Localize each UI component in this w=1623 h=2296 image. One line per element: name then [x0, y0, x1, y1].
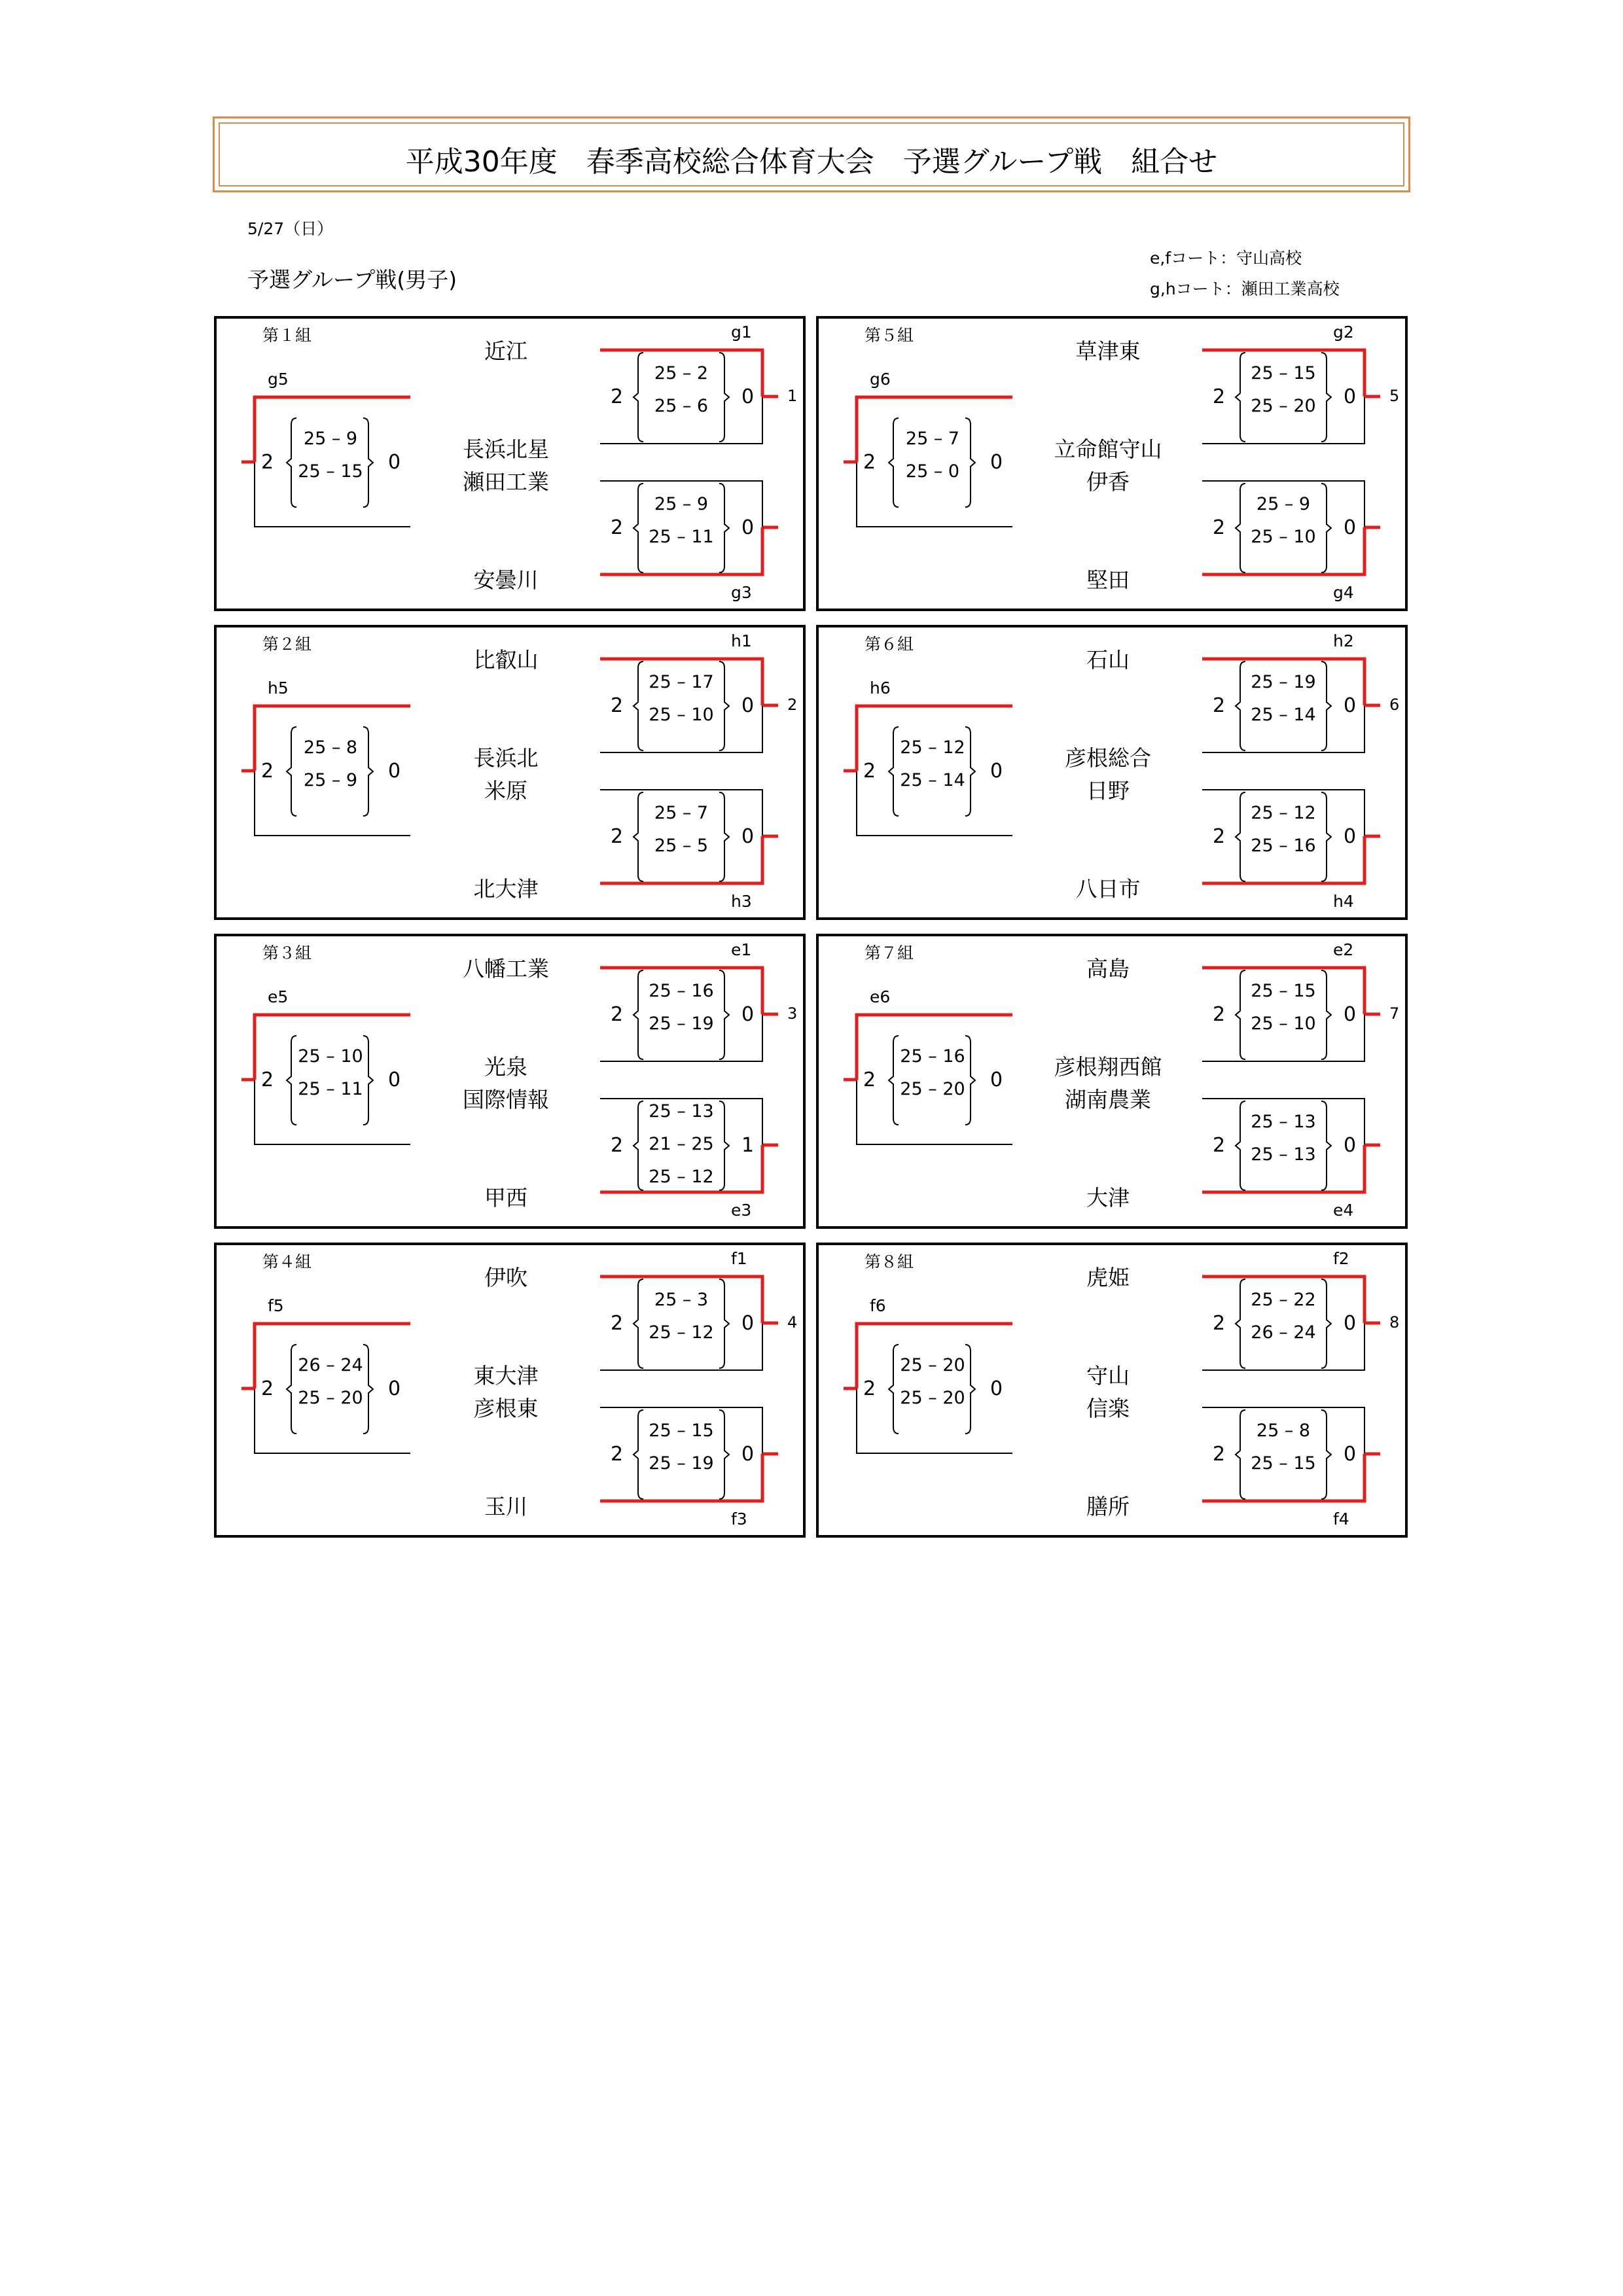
group-5-top-w: 2	[1213, 385, 1226, 408]
group-2-top-court: h1	[731, 631, 752, 650]
group-1-team-1: 近江	[484, 338, 527, 364]
group-8-bottom-set-2: 25 – 15	[1251, 1453, 1316, 1474]
group-4-top-set-2: 25 – 12	[649, 1322, 714, 1343]
group-2-top-set-1: 25 – 17	[649, 672, 714, 692]
group-1-team-4: 安曇川	[473, 567, 539, 593]
group-5-top-court: g2	[1333, 323, 1354, 342]
group-6-name: 第６組	[865, 635, 914, 654]
group-8-top-court: f2	[1333, 1249, 1349, 1268]
group-4-final-set-2: 25 – 20	[298, 1388, 363, 1408]
group-1-final-set-2: 25 – 15	[298, 461, 363, 482]
group-5-name: 第５組	[865, 326, 914, 345]
court-info-gh: g,hコート：瀬田工業高校	[1150, 279, 1340, 298]
group-1-team-2: 長浜北星	[463, 436, 549, 462]
group-4-top-court: f1	[731, 1249, 747, 1268]
group-5-top-rank: 5	[1389, 387, 1400, 405]
group-2-bottom-w: 2	[611, 825, 624, 848]
group-2-bottom-set-1: 25 – 7	[654, 803, 709, 823]
group-3-top-rank: 3	[787, 1004, 798, 1023]
group-6-final-l: 0	[990, 760, 1003, 783]
group-3-team-3: 国際情報	[463, 1087, 549, 1112]
group-7-team-3: 湖南農業	[1065, 1087, 1151, 1112]
group-1-top-court: g1	[731, 323, 752, 342]
group-4-final-l: 0	[388, 1377, 401, 1400]
group-6-top-rank: 6	[1389, 696, 1400, 714]
group-7-final-set-2: 25 – 20	[900, 1079, 965, 1099]
group-8-top-brace-left	[1236, 1279, 1245, 1368]
section-title: 予選グループ戦(男子)	[247, 267, 457, 292]
group-6-team-2: 彦根総合	[1065, 745, 1151, 771]
group-2-team-4: 北大津	[473, 876, 539, 902]
group-3-final-court: e5	[268, 987, 289, 1006]
group-4-name: 第４組	[262, 1252, 312, 1271]
group-2-team-2: 長浜北	[473, 745, 539, 771]
group-8-final-court: f6	[870, 1296, 886, 1315]
group-4-final-court: f5	[268, 1296, 284, 1315]
group-5-final-l: 0	[990, 451, 1003, 474]
group-3-top-w: 2	[611, 1003, 624, 1026]
group-5-team-4: 堅田	[1086, 567, 1130, 593]
group-6-final-set-2: 25 – 14	[900, 770, 965, 790]
group-5-bottom-l: 0	[1344, 516, 1357, 539]
group-7-top-w: 2	[1213, 1003, 1226, 1026]
group-5-top-l: 0	[1344, 385, 1357, 408]
group-6-team-4: 八日市	[1075, 876, 1141, 902]
group-7-name: 第７組	[865, 944, 914, 963]
group-4-team-1: 伊吹	[484, 1265, 527, 1290]
group-7-final-l: 0	[990, 1069, 1003, 1091]
group-3-top-court: e1	[731, 940, 752, 959]
group-3-top-l: 0	[741, 1003, 755, 1026]
group-3-final-set-1: 25 – 10	[298, 1046, 363, 1067]
group-1-top-set-2: 25 – 6	[654, 396, 709, 416]
group-3-final-set-2: 25 – 11	[298, 1079, 363, 1099]
group-7-team-2: 彦根翔西館	[1054, 1054, 1162, 1080]
group-6-bottom-court: h4	[1333, 892, 1354, 911]
group-5-team-2: 立命館守山	[1054, 436, 1162, 462]
group-5-final-court: g6	[870, 370, 891, 389]
group-7-top-court: e2	[1333, 940, 1354, 959]
group-7-final-w: 2	[863, 1069, 876, 1091]
group-1-final-l: 0	[388, 451, 401, 474]
group-2-bottom-set-2: 25 – 5	[654, 836, 709, 856]
group-7-top-set-2: 25 – 10	[1251, 1014, 1316, 1034]
group-6-bottom-set-2: 25 – 16	[1251, 836, 1316, 856]
group-5-final-set-1: 25 – 7	[905, 429, 960, 449]
group-8-bottom-brace-left	[1236, 1410, 1245, 1499]
group-6-final-court: h6	[870, 679, 891, 698]
group-8-final-brace-right	[965, 1345, 975, 1434]
group-6-final-w: 2	[863, 760, 876, 783]
group-1-final-court: g5	[268, 370, 289, 389]
group-8-top-set-1: 25 – 22	[1251, 1290, 1316, 1310]
group-4-top-l: 0	[741, 1312, 755, 1335]
group-2-bottom-court: h3	[731, 892, 752, 911]
group-4-bottom-set-1: 25 – 15	[649, 1421, 714, 1441]
group-4-bottom-l: 0	[741, 1443, 755, 1466]
group-8-final-set-2: 25 – 20	[900, 1388, 965, 1408]
group-6-top-w: 2	[1213, 694, 1226, 717]
group-7-bottom-set-2: 25 – 13	[1251, 1144, 1316, 1165]
group-4-top-set-1: 25 – 3	[654, 1290, 709, 1310]
group-5-bottom-set-1: 25 – 9	[1256, 494, 1311, 514]
group-8-team-1: 虎姫	[1086, 1265, 1130, 1290]
court-info-ef: e,fコート：守山高校	[1150, 249, 1302, 268]
group-2-bottom-l: 0	[741, 825, 755, 848]
group-4-final-w: 2	[261, 1377, 274, 1400]
group-5-top-set-2: 25 – 20	[1251, 396, 1316, 416]
group-7-team-4: 大津	[1086, 1185, 1130, 1210]
group-3-final-w: 2	[261, 1069, 274, 1091]
group-3-final-l: 0	[388, 1069, 401, 1091]
group-7-bottom-set-1: 25 – 13	[1251, 1112, 1316, 1132]
group-4-bottom-set-2: 25 – 19	[649, 1453, 714, 1474]
group-8-name: 第８組	[865, 1252, 914, 1271]
group-8-top-l: 0	[1344, 1312, 1357, 1335]
group-3-team-4: 甲西	[484, 1185, 527, 1210]
group-4-team-4: 玉川	[484, 1494, 527, 1519]
group-2-top-w: 2	[611, 694, 624, 717]
group-5-bottom-set-2: 25 – 10	[1251, 527, 1316, 547]
group-2-top-set-2: 25 – 10	[649, 705, 714, 725]
group-4-top-w: 2	[611, 1312, 624, 1335]
group-3-top-set-2: 25 – 19	[649, 1014, 714, 1034]
group-2-final-w: 2	[261, 760, 274, 783]
group-3-team-2: 光泉	[484, 1054, 527, 1080]
group-6-team-1: 石山	[1086, 647, 1130, 673]
group-8-top-w: 2	[1213, 1312, 1226, 1335]
group-8-team-2: 守山	[1086, 1363, 1130, 1388]
match-date: 5/27（日）	[247, 219, 334, 238]
group-1-bottom-set-2: 25 – 11	[649, 527, 714, 547]
group-8-bottom-set-1: 25 – 8	[1256, 1421, 1311, 1441]
group-7-final-set-1: 25 – 16	[900, 1046, 965, 1067]
page-title: 平成30年度 春季高校総合体育大会 予選グループ戦 組合せ	[405, 145, 1218, 179]
group-8-bottom-court: f4	[1333, 1510, 1349, 1528]
group-6-bottom-w: 2	[1213, 825, 1226, 848]
group-2-name: 第２組	[262, 635, 312, 654]
group-7-top-l: 0	[1344, 1003, 1357, 1026]
group-2-team-3: 米原	[484, 778, 527, 804]
group-8-final-set-1: 25 – 20	[900, 1355, 965, 1375]
group-3-bottom-set-3: 25 – 12	[649, 1167, 714, 1187]
group-6-top-set-2: 25 – 14	[1251, 705, 1316, 725]
group-1-final-set-1: 25 – 9	[303, 429, 358, 449]
group-4-team-3: 彦根東	[473, 1396, 539, 1421]
group-5-final-set-2: 25 – 0	[905, 461, 960, 482]
group-3-bottom-set-1: 25 – 13	[649, 1101, 714, 1122]
group-8-top-set-2: 26 – 24	[1251, 1322, 1316, 1343]
group-5-bottom-w: 2	[1213, 516, 1226, 539]
group-1-bottom-set-1: 25 – 9	[654, 494, 709, 514]
group-4-final-set-1: 26 – 24	[298, 1355, 363, 1375]
group-6-top-l: 0	[1344, 694, 1357, 717]
group-8-final-w: 2	[863, 1377, 876, 1400]
group-2-final-court: h5	[268, 679, 289, 698]
group-1-team-3: 瀬田工業	[463, 469, 549, 495]
group-8-team-3: 信楽	[1086, 1396, 1130, 1421]
group-8-final-brace-left	[889, 1345, 899, 1434]
group-2-top-rank: 2	[787, 696, 798, 714]
group-7-team-1: 高島	[1086, 956, 1130, 981]
group-7-bottom-court: e4	[1333, 1201, 1354, 1220]
group-8-bottom-w: 2	[1213, 1443, 1226, 1466]
group-8-team-4: 膳所	[1086, 1494, 1130, 1519]
group-1-bottom-l: 0	[741, 516, 755, 539]
group-3-name: 第３組	[262, 944, 312, 963]
group-5-team-1: 草津東	[1075, 338, 1141, 364]
group-6-bottom-set-1: 25 – 12	[1251, 803, 1316, 823]
group-5-top-set-1: 25 – 15	[1251, 363, 1316, 383]
group-8-final-l: 0	[990, 1377, 1003, 1400]
group-2-final-set-2: 25 – 9	[303, 770, 358, 790]
group-6-top-court: h2	[1333, 631, 1354, 650]
group-3-bottom-l: 1	[741, 1134, 755, 1157]
group-8-bottom-l: 0	[1344, 1443, 1357, 1466]
group-3-bottom-set-2: 21 – 25	[649, 1134, 714, 1154]
group-7-top-rank: 7	[1389, 1004, 1400, 1023]
group-2-final-set-1: 25 – 8	[303, 737, 358, 758]
group-7-bottom-w: 2	[1213, 1134, 1226, 1157]
group-8-top-rank: 8	[1389, 1313, 1400, 1332]
group-4-bottom-w: 2	[611, 1443, 624, 1466]
group-4-team-2: 東大津	[473, 1363, 539, 1388]
group-6-team-3: 日野	[1086, 778, 1130, 804]
group-8-top-brace-right	[1321, 1279, 1331, 1368]
group-5-bottom-court: g4	[1333, 583, 1354, 602]
group-1-top-set-1: 25 – 2	[654, 363, 709, 383]
group-2-team-1: 比叡山	[473, 647, 539, 673]
group-3-top-set-1: 25 – 16	[649, 981, 714, 1001]
group-1-bottom-court: g3	[731, 583, 752, 602]
group-1-bottom-w: 2	[611, 516, 624, 539]
group-3-team-1: 八幡工業	[463, 956, 549, 981]
group-4-bottom-court: f3	[731, 1510, 747, 1528]
group-2-top-l: 0	[741, 694, 755, 717]
group-3-bottom-w: 2	[611, 1134, 624, 1157]
group-7-bottom-l: 0	[1344, 1134, 1357, 1157]
group-1-top-l: 0	[741, 385, 755, 408]
group-6-bottom-l: 0	[1344, 825, 1357, 848]
group-7-top-set-1: 25 – 15	[1251, 981, 1316, 1001]
group-5-team-3: 伊香	[1086, 469, 1130, 495]
group-4-top-rank: 4	[787, 1313, 798, 1332]
group-2-final-l: 0	[388, 760, 401, 783]
group-6-final-set-1: 25 – 12	[900, 737, 965, 758]
group-1-top-rank: 1	[787, 387, 798, 405]
group-6-top-set-1: 25 – 19	[1251, 672, 1316, 692]
group-3-bottom-court: e3	[731, 1201, 752, 1220]
group-5-final-w: 2	[863, 451, 876, 474]
group-1-final-w: 2	[261, 451, 274, 474]
group-8-bottom-brace-right	[1321, 1410, 1331, 1499]
group-1-name: 第１組	[262, 326, 312, 345]
group-1-top-w: 2	[611, 385, 624, 408]
group-7-final-court: e6	[870, 987, 891, 1006]
